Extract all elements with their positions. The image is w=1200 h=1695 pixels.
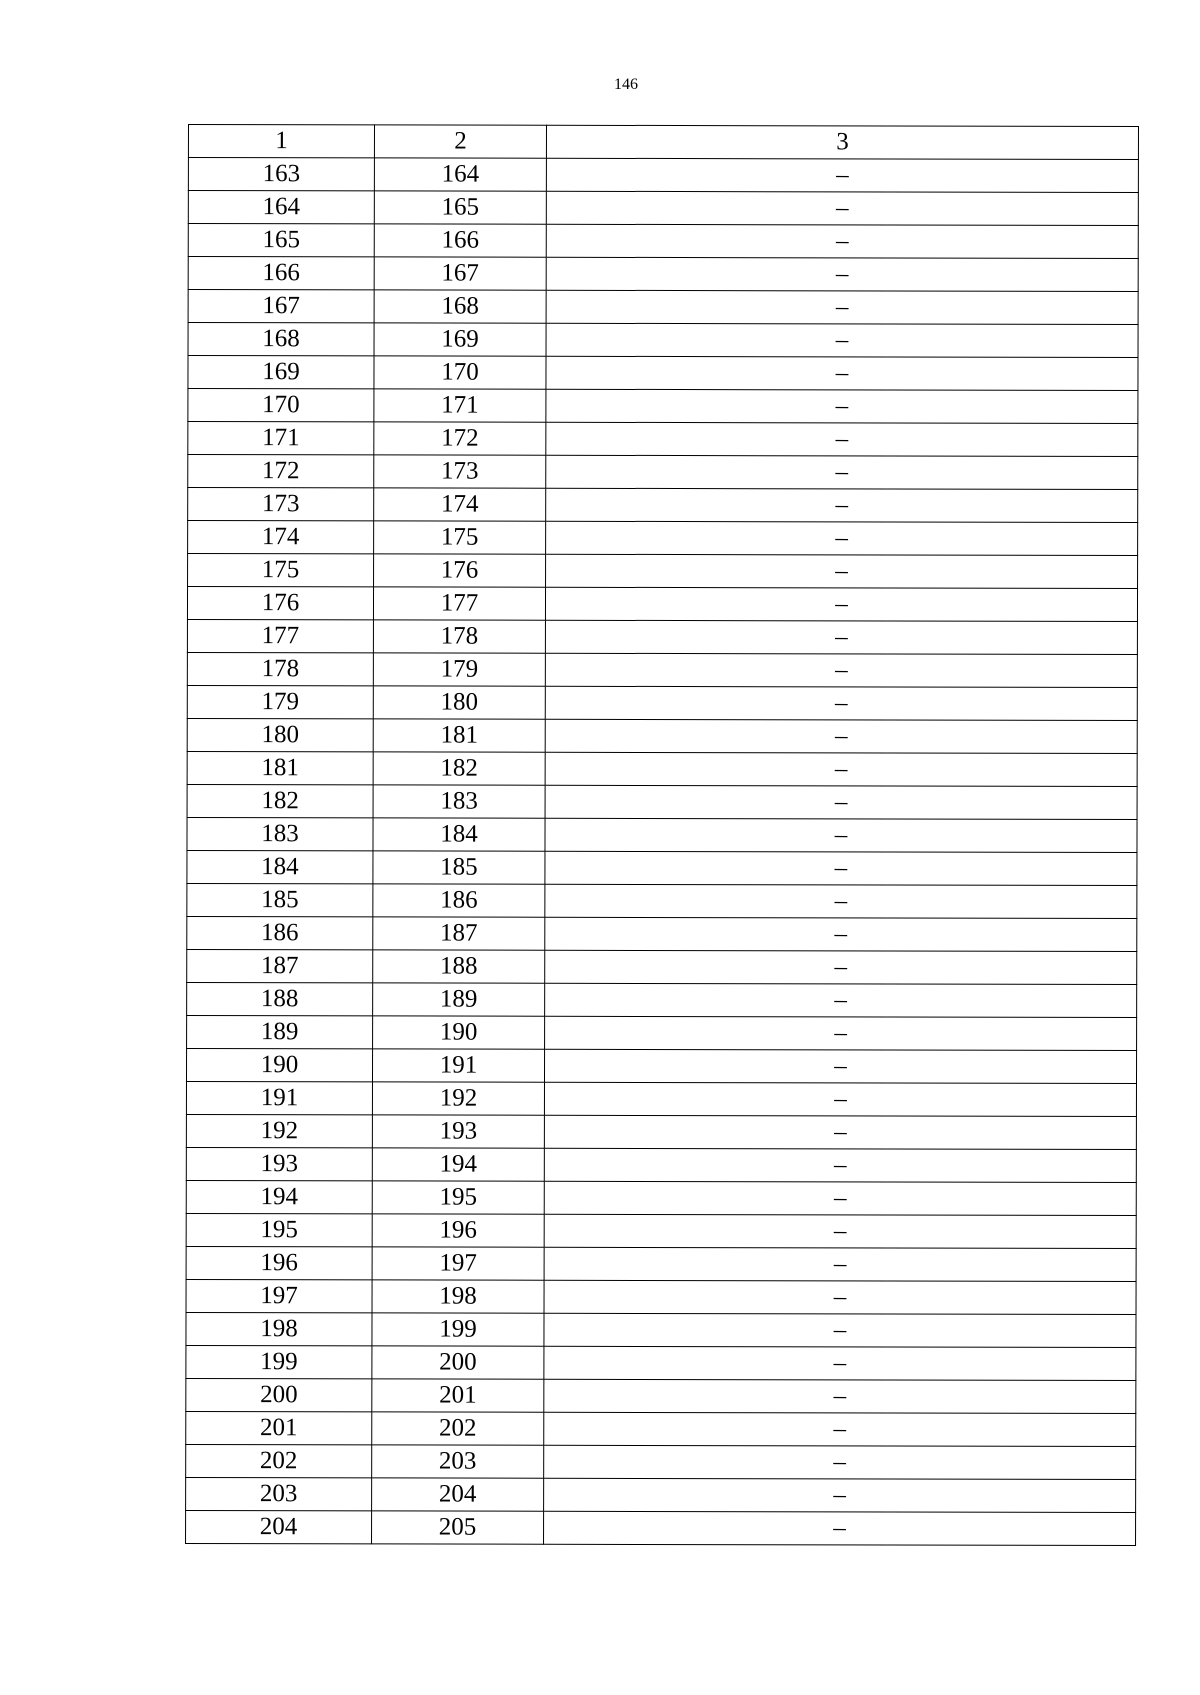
- table-cell-col-1: 188: [187, 982, 373, 1015]
- table-cell-col-1: 185: [187, 883, 373, 916]
- table-cell-col-3: –: [546, 290, 1138, 324]
- table-cell-col-2: 179: [373, 653, 545, 686]
- table-row: [188, 521, 1138, 556]
- table-row: [187, 982, 1137, 1017]
- data-table: [185, 124, 1139, 1546]
- table-cell-col-3: –: [544, 1313, 1136, 1347]
- table-cell-col-3: –: [546, 521, 1138, 555]
- table-cell-col-3: –: [546, 356, 1138, 390]
- table-cell-col-2: 184: [373, 818, 545, 851]
- table-cell-col-2: 201: [372, 1379, 544, 1412]
- table-cell-col-3: –: [545, 653, 1137, 687]
- table-cell-col-2: 183: [373, 785, 545, 818]
- table-row: [186, 1444, 1136, 1479]
- table-row: [186, 1114, 1136, 1149]
- table-cell-col-2: 177: [373, 587, 545, 620]
- table-cell-col-1: 166: [188, 257, 374, 290]
- table-cell-col-1: 171: [188, 422, 374, 455]
- table-cell-col-3: –: [546, 257, 1138, 291]
- table-row: [187, 652, 1137, 687]
- table-cell-col-1: 199: [186, 1345, 372, 1378]
- table-cell-col-1: 190: [186, 1048, 372, 1081]
- table-cell-col-1: 182: [187, 784, 373, 817]
- table-cell-col-2: 166: [374, 224, 546, 257]
- table-cell-col-3: –: [544, 1082, 1136, 1116]
- table-cell-col-2: 171: [374, 389, 546, 422]
- table-cell-col-2: 193: [372, 1115, 544, 1148]
- table-cell-col-2: 176: [374, 554, 546, 587]
- table-cell-col-2: 185: [373, 851, 545, 884]
- table-cell-col-3: –: [546, 389, 1138, 423]
- table-cell-col-1: 170: [188, 389, 374, 422]
- table-row: [186, 1477, 1136, 1512]
- table-row: [186, 1411, 1136, 1446]
- table-cell-col-2: 188: [373, 950, 545, 983]
- table-row: [186, 1081, 1136, 1116]
- table-row: [186, 1378, 1136, 1413]
- table-cell-col-1: 176: [187, 587, 373, 620]
- table-cell-col-2: 203: [372, 1445, 544, 1478]
- table-cell-col-2: 181: [373, 719, 545, 752]
- table-cell-col-1: 181: [187, 751, 373, 784]
- table-row: [186, 1510, 1136, 1545]
- table-row: [187, 850, 1137, 885]
- table-cell-col-1: 177: [187, 619, 373, 652]
- table-row: [187, 916, 1137, 951]
- table-cell-col-1: 174: [188, 521, 374, 554]
- table-cell-col-1: 163: [188, 158, 374, 191]
- column-header-1: 1: [188, 125, 374, 158]
- table-cell-col-2: 202: [372, 1412, 544, 1445]
- table-cell-col-1: 180: [187, 718, 373, 751]
- table-cell-col-2: 180: [373, 686, 545, 719]
- table-cell-col-3: –: [544, 1049, 1136, 1083]
- table-row: [187, 619, 1137, 654]
- table-row: [187, 751, 1137, 786]
- table-cell-col-2: 199: [372, 1313, 544, 1346]
- table-row: [186, 1279, 1136, 1314]
- table-cell-col-1: 201: [186, 1411, 372, 1444]
- table-cell-col-1: 184: [187, 850, 373, 883]
- table-cell-col-2: 175: [374, 521, 546, 554]
- table-cell-col-3: –: [544, 1115, 1136, 1149]
- table-cell-col-3: –: [545, 884, 1137, 918]
- table-cell-col-2: 168: [374, 290, 546, 323]
- table-cell-col-1: 187: [187, 949, 373, 982]
- table-cell-col-2: 200: [372, 1346, 544, 1379]
- table-cell-col-1: 191: [186, 1081, 372, 1114]
- table-cell-col-1: 165: [188, 224, 374, 257]
- table-cell-col-3: –: [544, 1247, 1136, 1281]
- table-cell-col-3: –: [545, 752, 1137, 786]
- table-cell-col-3: –: [545, 587, 1137, 621]
- table-cell-col-2: 196: [372, 1214, 544, 1247]
- table-cell-col-1: 200: [186, 1378, 372, 1411]
- table-cell-col-3: –: [546, 422, 1138, 456]
- table-row: [186, 1147, 1136, 1182]
- table-cell-col-2: 192: [372, 1082, 544, 1115]
- table-cell-col-1: 196: [186, 1246, 372, 1279]
- table-row: [187, 784, 1137, 819]
- table-cell-col-2: 172: [374, 422, 546, 455]
- table-cell-col-2: 170: [374, 356, 546, 389]
- table-row: [188, 488, 1138, 523]
- table-cell-col-1: 172: [188, 455, 374, 488]
- table-cell-col-2: 174: [374, 488, 546, 521]
- table-cell-col-2: 198: [372, 1280, 544, 1313]
- table-cell-col-2: 195: [372, 1181, 544, 1214]
- table-cell-col-1: 195: [186, 1213, 372, 1246]
- table-row: [188, 554, 1138, 589]
- table-cell-col-3: –: [544, 1346, 1136, 1380]
- table-cell-col-1: 183: [187, 817, 373, 850]
- table-cell-col-1: 178: [187, 652, 373, 685]
- table-cell-col-3: –: [544, 1280, 1136, 1314]
- table-row: [186, 1180, 1136, 1215]
- table-cell-col-1: 167: [188, 290, 374, 323]
- table-cell-col-1: 189: [187, 1015, 373, 1048]
- table-row: [188, 455, 1138, 490]
- table-cell-col-3: –: [544, 1148, 1136, 1182]
- table-cell-col-3: –: [546, 554, 1138, 588]
- table-row: [186, 1048, 1136, 1083]
- table-cell-col-1: 168: [188, 323, 374, 356]
- table-cell-col-3: –: [545, 818, 1137, 852]
- table-cell-col-1: 173: [188, 488, 374, 521]
- table-cell-col-1: 186: [187, 916, 373, 949]
- table-cell-col-1: 197: [186, 1279, 372, 1312]
- table-row: [188, 290, 1138, 325]
- table-row: [188, 422, 1138, 457]
- column-header-2: 2: [374, 125, 546, 158]
- table-row: [187, 1015, 1137, 1050]
- table-row: [186, 1345, 1136, 1380]
- table-cell-col-3: –: [545, 686, 1137, 720]
- table-row: [188, 257, 1138, 292]
- table-cell-col-2: 165: [374, 191, 546, 224]
- table-row: [188, 323, 1138, 358]
- table-cell-col-3: –: [545, 851, 1137, 885]
- table-cell-col-3: –: [545, 917, 1137, 951]
- table-row: [187, 817, 1137, 852]
- table-cell-col-2: 182: [373, 752, 545, 785]
- table-cell-col-3: –: [546, 191, 1138, 225]
- table-cell-col-1: 164: [188, 191, 374, 224]
- table-cell-col-1: 169: [188, 356, 374, 389]
- table-row: [188, 224, 1138, 259]
- column-header-3: 3: [546, 125, 1138, 159]
- table-cell-col-1: 175: [188, 554, 374, 587]
- table-row: [187, 883, 1137, 918]
- table-cell-col-3: –: [546, 224, 1138, 258]
- table-cell-col-2: 173: [374, 455, 546, 488]
- table-cell-col-3: –: [546, 455, 1138, 489]
- table-cell-col-3: –: [544, 1379, 1136, 1413]
- table-row: [186, 1213, 1136, 1248]
- table-cell-col-2: 187: [373, 917, 545, 950]
- table-cell-col-1: 179: [187, 685, 373, 718]
- table-cell-col-1: 193: [186, 1147, 372, 1180]
- table-row: [186, 1246, 1136, 1281]
- table-row: [188, 356, 1138, 391]
- table-cell-col-2: 167: [374, 257, 546, 290]
- table-cell-col-1: 198: [186, 1312, 372, 1345]
- table-cell-col-3: –: [545, 719, 1137, 753]
- table-cell-col-2: 204: [372, 1478, 544, 1511]
- table-cell-col-1: 202: [186, 1444, 372, 1477]
- table-cell-col-2: 178: [373, 620, 545, 653]
- table-cell-col-3: –: [544, 1445, 1136, 1479]
- header-row: [188, 125, 1138, 160]
- table-cell-col-2: 190: [373, 1016, 545, 1049]
- table-cell-col-2: 205: [372, 1511, 544, 1544]
- table-cell-col-3: –: [546, 158, 1138, 192]
- table-cell-col-2: 169: [374, 323, 546, 356]
- table-row: [187, 949, 1137, 984]
- table-cell-col-2: 191: [372, 1049, 544, 1082]
- table-cell-col-3: –: [545, 950, 1137, 984]
- table-cell-col-1: 204: [186, 1510, 372, 1543]
- table-cell-col-3: –: [545, 983, 1137, 1017]
- table-cell-col-3: –: [544, 1214, 1136, 1248]
- table-cell-col-3: –: [544, 1181, 1136, 1215]
- table-cell-col-2: 194: [372, 1148, 544, 1181]
- table-row: [187, 685, 1137, 720]
- table-cell-col-2: 189: [373, 983, 545, 1016]
- table-row: [187, 718, 1137, 753]
- table-cell-col-3: –: [545, 1016, 1137, 1050]
- table-cell-col-2: 164: [374, 158, 546, 191]
- table-row: [187, 587, 1137, 622]
- table-cell-col-3: –: [546, 488, 1138, 522]
- table-cell-col-2: 186: [373, 884, 545, 917]
- table-cell-col-3: –: [545, 785, 1137, 819]
- table-row: [188, 191, 1138, 226]
- table-cell-col-1: 192: [186, 1114, 372, 1147]
- table-body: [186, 158, 1139, 1546]
- table-cell-col-3: –: [545, 620, 1137, 654]
- table-row: [188, 389, 1138, 424]
- table-row: [188, 158, 1138, 193]
- table-cell-col-3: –: [544, 1511, 1136, 1545]
- table-cell-col-3: –: [544, 1478, 1136, 1512]
- table-cell-col-2: 197: [372, 1247, 544, 1280]
- table-cell-col-3: –: [546, 323, 1138, 357]
- table-cell-col-3: –: [544, 1412, 1136, 1446]
- table-cell-col-1: 203: [186, 1477, 372, 1510]
- table-row: [186, 1312, 1136, 1347]
- table-cell-col-1: 194: [186, 1180, 372, 1213]
- page-number: 146: [614, 76, 638, 93]
